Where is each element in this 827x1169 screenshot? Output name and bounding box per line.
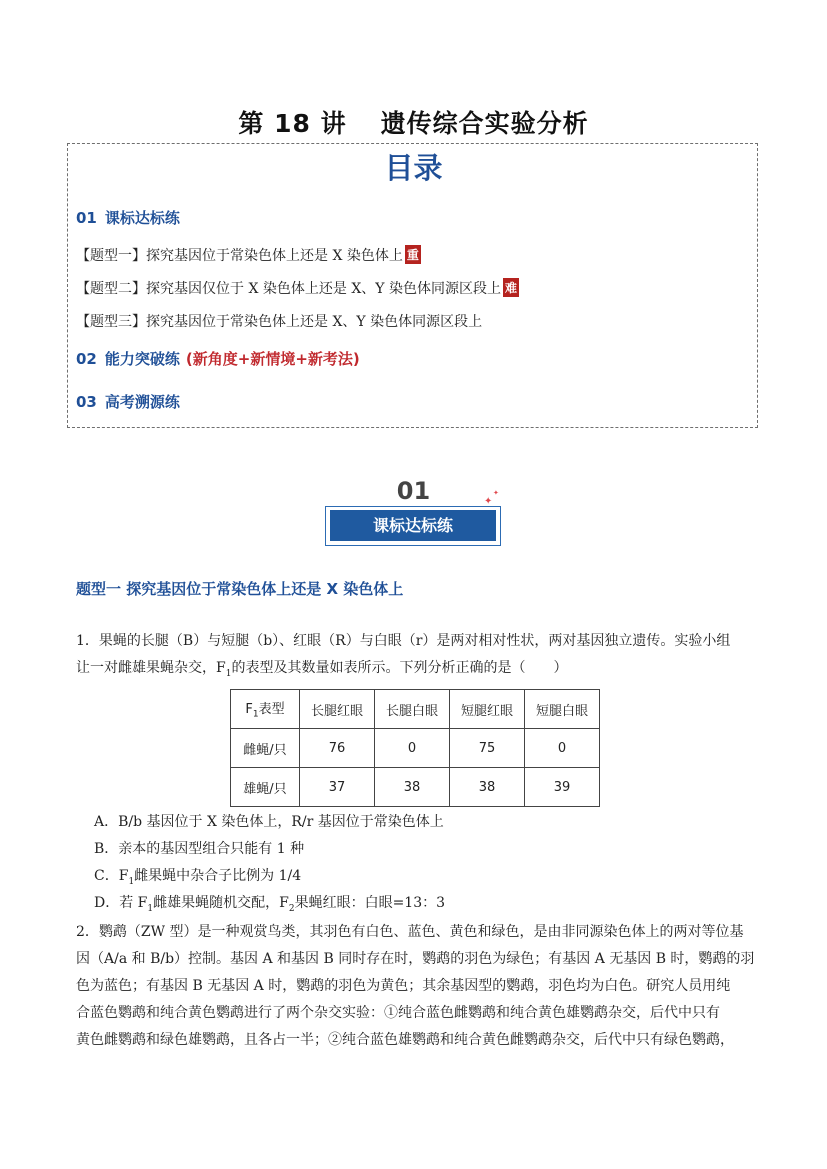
option-b[interactable]: B．亲本的基因型组合只能有 1 种: [94, 841, 305, 857]
option-c[interactable]: C．$F_1$雌果蝇中杂合子比例为 1/4: [94, 868, 302, 887]
table-cell: 76: [300, 729, 375, 768]
toc-section-01[interactable]: 01 课标达标练: [76, 209, 180, 227]
table-cell: 0: [525, 729, 600, 768]
table-row-label: 雄蝇/只: [231, 768, 300, 807]
lecture-number: 第 18 讲: [238, 109, 347, 138]
difficult-tag: 难: [503, 278, 519, 297]
table-header-cell: 短腿白眼: [525, 690, 600, 729]
toc-heading: 目录: [384, 151, 443, 185]
question-type-heading: 题型一 探究基因位于常染色体上还是 X 染色体上: [76, 580, 404, 598]
table-header-cell: 长腿白眼: [375, 690, 450, 729]
toc-question-type-1[interactable]: 【题型一】探究基因位于常染色体上还是 X 染色体上 重: [76, 245, 421, 265]
option-d[interactable]: D．若 $F_1$雌雄果蝇随机交配，$F_2$果蝇红眼：白眼=13：3: [94, 895, 446, 914]
table-cell: 75: [450, 729, 525, 768]
toc-question-type-3[interactable]: 【题型三】探究基因位于常染色体上还是 X、Y 染色体同源区段上: [76, 314, 483, 330]
table-cell: 39: [525, 768, 600, 807]
table-cell: 37: [300, 768, 375, 807]
sparkle-icon: ✦: [493, 489, 499, 497]
phenotype-table: [230, 689, 600, 807]
table-header-cell: $F_1$表型: [231, 690, 300, 729]
sparkle-icon: ✦: [484, 496, 493, 507]
page-title: [0, 104, 827, 140]
table-header-cell: 短腿红眼: [450, 690, 525, 729]
table-row-label: 雌蝇/只: [231, 729, 300, 768]
table-header-cell: 长腿红眼: [300, 690, 375, 729]
key-tag: 重: [405, 245, 421, 264]
table-cell: 38: [375, 768, 450, 807]
toc-question-type-2[interactable]: 【题型二】探究基因仅位于 X 染色体上还是 X、Y 染色体同源区段上 难: [76, 278, 519, 298]
toc-section-02[interactable]: 02 能力突破练 (新角度+新情境+新考法): [76, 350, 360, 368]
section-02-note: (新角度+新情境+新考法): [185, 350, 360, 368]
table-cell: 0: [375, 729, 450, 768]
toc-section-03[interactable]: 03 高考溯源练: [76, 393, 180, 411]
option-a[interactable]: A．B/b 基因位于 X 染色体上，R/r 基因位于常染色体上: [94, 814, 444, 830]
table-row: [231, 768, 600, 807]
table-cell: 38: [450, 768, 525, 807]
table-header-row: [231, 690, 600, 729]
banner-number: 01: [396, 477, 431, 505]
section-banner: 课标达标练: [330, 510, 496, 541]
question-1-stem: 1．果蝇的长腿（B）与短腿（b）、红眼（R）与白眼（r）是两对相对性状，两对基因独立遗传。实验小组 让一对雌雄果蝇杂交，$F_1$的表型及其数量如表所示。下列分析正确的是（ ）: [76, 633, 731, 679]
question-2-stem: 2．鹦鹉（ZW 型）是一种观赏鸟类，其羽色有白色、蓝色、黄色和绿色，是由非同源染色体上的两对等位基 因（A/a 和 B/b）控制。基因 A 和基因 B 同时存在时，鹦鹉的羽色为绿色；有基因 A 无基因 B 时，鹦鹉的羽 色为蓝色；有基因 B 无基因 A 时，鹦鹉的羽色为黄色；其余基因型的鹦鹉，羽色均为白色。研究人员用纯 合蓝色鹦鹉和纯合黄色鹦鹉进行了两个杂交实验：①纯合蓝色雌鹦鹉和纯合黄色雄鹦鹉杂交，后代中只有 黄色雌鹦鹉和绿色雄鹦鹉，且各占一半；②纯合蓝色雄鹦鹉和纯合黄色雌鹦鹉杂交，后代中只有绿色鹦鹉，: [76, 924, 755, 1048]
lecture-topic: 遗传综合实验分析: [380, 109, 589, 138]
table-row: [231, 729, 600, 768]
